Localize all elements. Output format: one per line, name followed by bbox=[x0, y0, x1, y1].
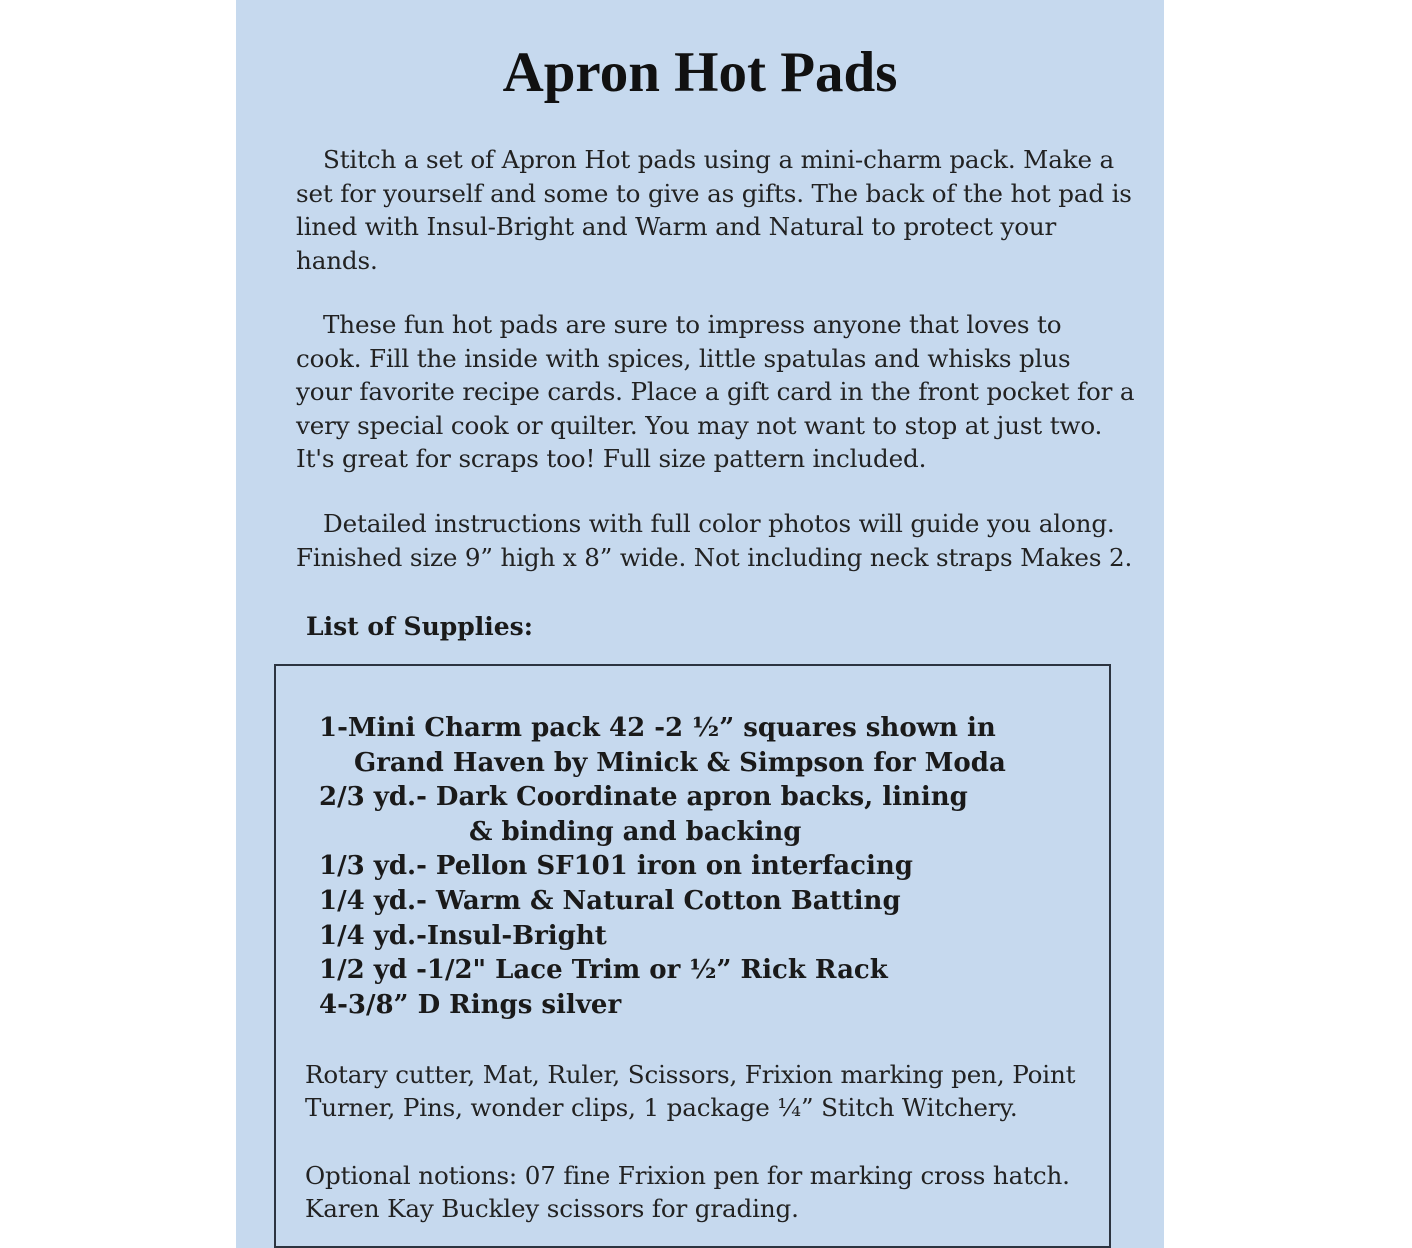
paragraph-line: hands. bbox=[296, 245, 378, 275]
supply-item bbox=[319, 711, 1006, 780]
page-title: Apron Hot Pads bbox=[502, 41, 898, 104]
pattern-page bbox=[236, 0, 1164, 1248]
supply-item bbox=[319, 988, 1006, 1023]
supply-item-text: 2/3 yd.- Dark Coordinate apron backs, lining bbox=[319, 782, 968, 813]
paragraph-line: Finished size 9” high x 8” wide. Not including neck straps Makes 2. bbox=[296, 542, 1133, 572]
supply-item bbox=[319, 884, 1006, 919]
supply-item-text: 1/3 yd.- Pellon SF101 iron on interfacing bbox=[319, 851, 913, 882]
supply-item-text: 4-3/8” D Rings silver bbox=[319, 989, 622, 1020]
supply-item-text: 1/2 yd -1/2" Lace Trim or ½” Rick Rack bbox=[319, 955, 888, 986]
paragraph-line: These fun hot pads are sure to impress anyone that loves to bbox=[323, 310, 1062, 339]
paragraph-line: very special cook or quilter. You may not want to stop at just two. bbox=[296, 410, 1103, 440]
paragraph-line: lined with Insul-Bright and Warm and Natural to protect your bbox=[296, 212, 1057, 242]
paragraph-line: Stitch a set of Apron Hot pads using a mini-charm pack. Make a bbox=[323, 145, 1115, 174]
instructions-paragraph bbox=[296, 507, 1136, 574]
paragraph-line: cook. Fill the inside with spices, little spatulas and whisks plus bbox=[296, 343, 1071, 373]
supply-item-text: 1/4 yd.-Insul-Bright bbox=[319, 920, 607, 951]
note-line: Optional notions: 07 fine Frixion pen for marking cross hatch. bbox=[305, 1161, 1070, 1190]
note-line: Turner, Pins, wonder clips, 1 package ¼” Stitch Witchery. bbox=[305, 1092, 1018, 1122]
paragraph-line: set for yourself and some to give as gifts. The back of the hot pad is bbox=[296, 178, 1132, 208]
supply-list bbox=[319, 711, 1006, 1022]
tools-note bbox=[305, 1059, 1095, 1124]
intro-paragraph bbox=[296, 143, 1136, 277]
optional-notions-note bbox=[305, 1160, 1095, 1225]
paragraph-line: It's great for scraps too! Full size pattern included. bbox=[296, 444, 927, 474]
supply-item bbox=[319, 953, 1006, 988]
supplies-box bbox=[274, 664, 1111, 1248]
supply-item bbox=[319, 780, 1006, 849]
note-line: Rotary cutter, Mat, Ruler, Scissors, Frixion marking pen, Point bbox=[305, 1060, 1076, 1089]
supply-item-continuation: & binding and backing bbox=[469, 816, 802, 847]
paragraph-line: your favorite recipe cards. Place a gift card in the front pocket for a bbox=[296, 377, 1135, 407]
gift-paragraph bbox=[296, 308, 1136, 476]
note-line: Karen Kay Buckley scissors for grading. bbox=[305, 1193, 799, 1223]
supply-item-continuation: Grand Haven by Minick & Simpson for Moda bbox=[354, 747, 1006, 778]
supply-item bbox=[319, 849, 1006, 884]
paragraph-line: Detailed instructions with full color photos will guide you along. bbox=[323, 509, 1115, 538]
supply-item-text: 1-Mini Charm pack 42 -2 ½” squares shown in bbox=[319, 713, 996, 743]
supplies-heading: List of Supplies: bbox=[306, 612, 533, 641]
supply-item-text: 1/4 yd.- Warm & Natural Cotton Batting bbox=[319, 885, 901, 916]
supply-item bbox=[319, 919, 1006, 954]
